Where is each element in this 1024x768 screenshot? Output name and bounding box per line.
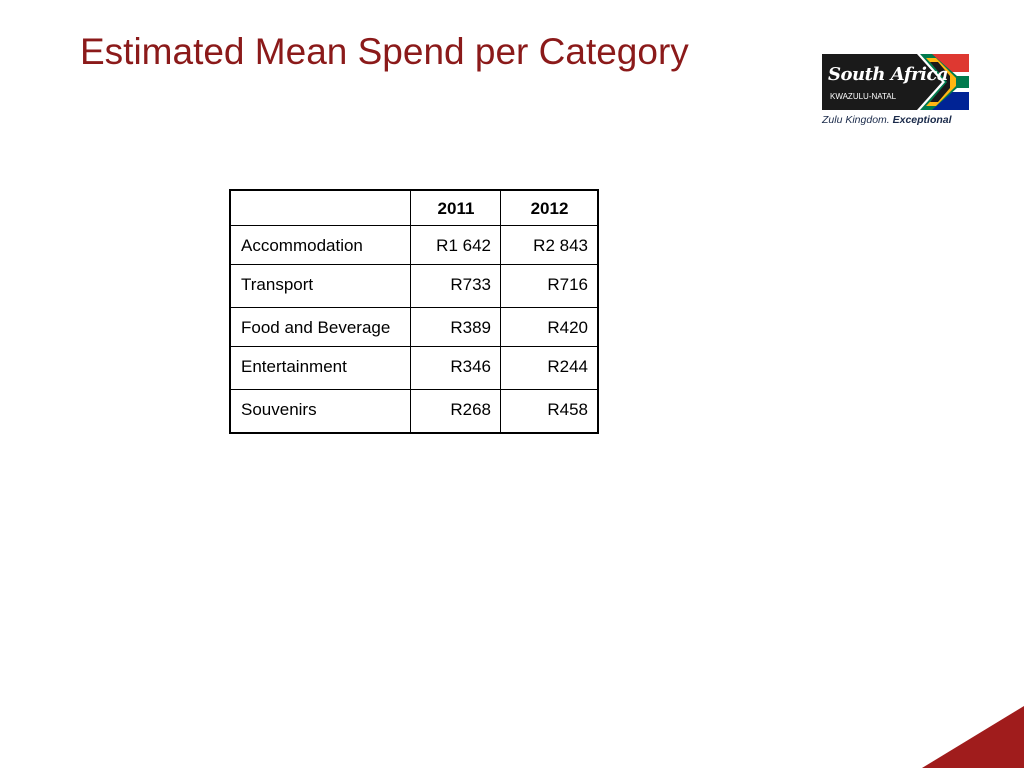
row-category: Souvenirs (230, 390, 411, 434)
logo-region-label: KWAZULU-NATAL (830, 92, 897, 101)
table-row (230, 390, 598, 434)
tagline-text: Zulu Kingdom. (822, 114, 893, 126)
row-value-2011: R1 642 (411, 226, 501, 265)
header-2012: 2012 (501, 190, 599, 226)
row-value-2011: R389 (411, 308, 501, 347)
row-value-2012: R716 (501, 265, 599, 308)
table-header-row (230, 190, 598, 226)
row-value-2011: R346 (411, 347, 501, 390)
corner-triangle-decoration (922, 706, 1024, 768)
spend-table (229, 189, 599, 434)
table-row (230, 226, 598, 265)
row-value-2012: R2 843 (501, 226, 599, 265)
slide-title: Estimated Mean Spend per Category (80, 31, 689, 72)
table-row (230, 265, 598, 308)
logo-tagline (822, 114, 952, 127)
tagline-emphasis: Exceptional (892, 114, 952, 126)
header-2011: 2011 (411, 190, 501, 226)
table-row (230, 308, 598, 347)
row-value-2012: R420 (501, 308, 599, 347)
row-value-2011: R733 (411, 265, 501, 308)
row-category: Accommodation (230, 226, 411, 265)
south-africa-kzn-logo (820, 54, 970, 130)
header-category (230, 190, 411, 226)
row-category: Entertainment (230, 347, 411, 390)
row-value-2012: R458 (501, 390, 599, 434)
logo-wordmark: South Africa (828, 64, 949, 85)
row-category: Transport (230, 265, 411, 308)
table-row (230, 347, 598, 390)
logo-badge (822, 54, 969, 110)
row-category: Food and Beverage (230, 308, 411, 347)
row-value-2012: R244 (501, 347, 599, 390)
row-value-2011: R268 (411, 390, 501, 434)
